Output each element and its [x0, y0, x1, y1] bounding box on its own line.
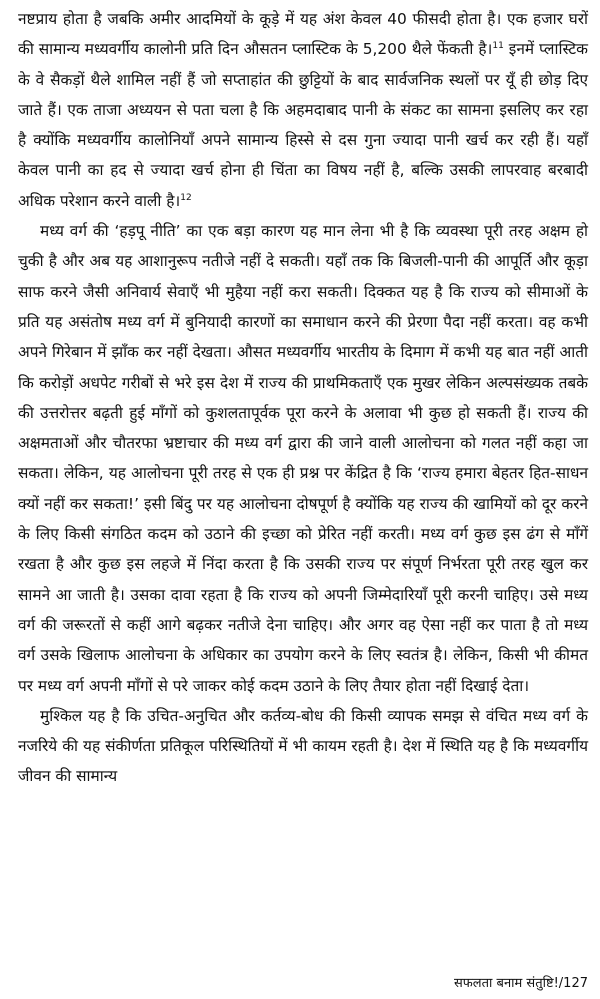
paragraph-1-text-b: इनमें प्लास्टिक के वे सैकड़ों थैले शामिल नहीं हैं जो सप्ताहांत की छुट्टियों के बाद सार्वजनिक स्थलों पर यूँ ही छोड़ दिए जाते हैं। एक ताजा अध्ययन से पता चला है कि अहमदाबाद पानी के संकट का सामना इसलिए कर रहा है क्योंकि मध्यवर्गीय कालोनियाँ अपने सामान्य हिस्से से दस गुना ज्यादा पानी खर्च कर रही हैं। यहाँ केवल पानी का हद से ज्यादा खर्च होना ही चिंता का विषय नहीं है, बल्कि उसकी लापरवाह बरबादी अधिक परेशान करने वाली है। [18, 40, 589, 210]
paragraph-3: मुश्किल यह है कि उचित-अनुचित और कर्तव्य-बोध की किसी व्यापक समझ से वंचित मध्य वर्ग के नजरिये की यह संकीर्णता प्रतिकूल परिस्थितियों में भी कायम रहती है। देश में स्थिति यह है कि मध्यवर्गीय जीवन की सामान्य [18, 706, 588, 786]
paragraph-1 [18, 4, 588, 216]
paragraph-1-text-a: नष्टप्राय होता है जबकि अमीर आदमियों के कूड़े में यह अंश केवल 40 फीसदी होता है। एक हजार घरों की सामान्य मध्यवर्गीय कालोनी प्रति दिन औसतन प्लास्टिक के 5,200 थैले फेंकती है। [18, 10, 588, 59]
page-footer: सफलता बनाम संतुष्टि!/127 [453, 976, 588, 991]
footnote-ref-11: 11 [492, 41, 504, 52]
footnote-ref-12: 12 [180, 192, 192, 203]
paragraph-2: मध्य वर्ग की ‘हड़पू नीति’ का एक बड़ा कारण यह मान लेना भी है कि व्यवस्था पूरी तरह अक्षम हो चुकी है और अब यह आशानुरूप नतीजे नहीं दे सकती। यहाँ तक कि बिजली-पानी की आपूर्ति और कूड़ा साफ करने जैसी अनिवार्य सेवाएँ भी मुहैया नहीं करा सकती। दिक्कत यह है कि राज्य को सीमाओं के प्रति यह असंतोष मध्य वर्ग में बुनियादी कारणों का समाधान करने की प्रेरणा पैदा नहीं करता। वह कभी अपने गिरेबान में झाँक कर नहीं देखता। औसत मध्यवर्गीय भारतीय के दिमाग में कभी यह बात नहीं आती कि करोड़ों अधपेट गरीबों से भरे इस देश में राज्य की प्राथमिकताएँ एक मुखर लेकिन अल्पसंख्यक तबके की उत्तरोत्तर बढ़ती हुई माँगों को कुशलतापूर्वक पूरा करने के अलावा भी कुछ हो सकती हैं। राज्य की अक्षमताओं और चौतरफा भ्रष्टाचार की मध्य वर्ग द्वारा की जाने वाली आलोचना को गलत नहीं कहा जा सकता। लेकिन, यह आलोचना पूरी तरह से एक ही प्रश्न पर केंद्रित है कि ‘राज्य हमारा बेहतर हित-साधन क्यों नहीं कर सकता!’ इसी बिंदु पर यह आलोचना दोषपूर्ण है क्योंकि यह राज्य की खामियों को दूर करने के लिए किसी संगठित कदम को उठाने की इच्छा को प्रेरित नहीं करती। मध्य वर्ग कुछ इस ढंग से माँगें रखता है और कुछ इस लहजे में निंदा करता है कि उसकी राज्य पर संपूर्ण निर्भरता पूरी तरह खुल कर सामने आ जाती है। उसका दावा रहता है कि राज्य को अपनी जिम्मेदारियाँ पूरी करनी चाहिए। उसे मध्य वर्ग की जरूरतों से कहीं आगे बढ़कर नतीजे देना चाहिए। और अगर वह ऐसा नहीं कर पाता है तो मध्य वर्ग उसके खिलाफ आलोचना के अधिकार का उपयोग करने के लिए स्वतंत्र है। लेकिन, किसी भी कीमत पर मध्य वर्ग अपनी माँगों से परे जाकर कोई कदम उठाने के लिए तैयार होता नहीं दिखाई देता। [18, 222, 588, 695]
